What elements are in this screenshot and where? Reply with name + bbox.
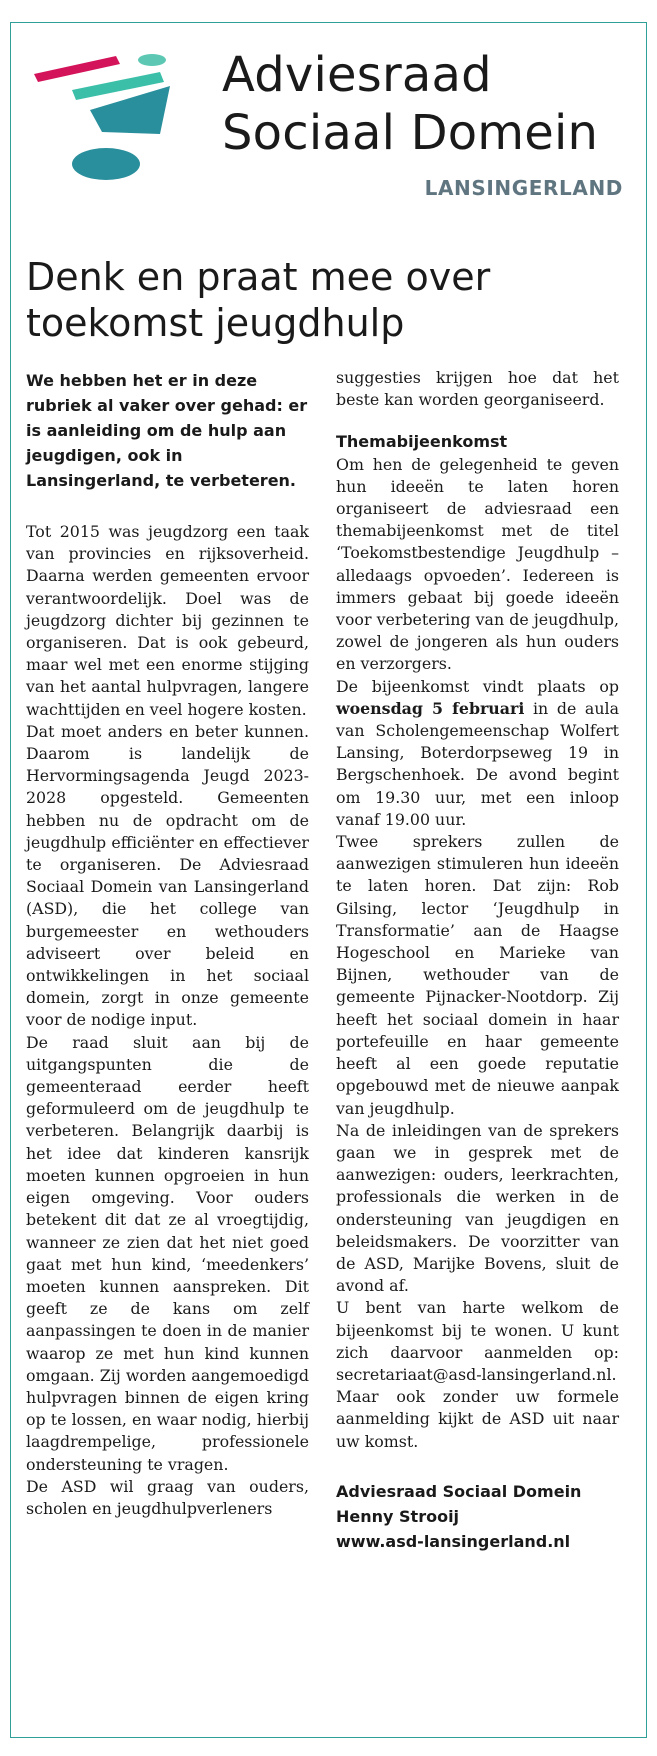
article-paragraph: Tot 2015 was jeugdzorg een taak van provincies en rijksoverheid. Daarna werden gemeenten ervoor verantwoordelijk. Doel was de jeugdzorg dichter bij gezinnen te organiseren. Dat is ook gebeurd, maar wel met een enorme stijging van het aantal hulpvragen, langere wachttijden en veel hogere kosten. xyxy=(26,522,309,719)
article-paragraph: Twee sprekers zullen de aanwezigen stimuleren hun ideeën te laten horen. Dat zijn: Rob Gilsing, lector ‘Jeugdhulp in Transformatie’ aan de Haagse Hogeschool en Marieke van Bijnen, wethouder van de gemeente Pijnacker-Nootdorp. Zij heeft het sociaal domein in haar portefeuille en haar gemeente heeft al een goede reputatie opgebouwd met de nieuwe aanpak van jeugdhulp. xyxy=(336,832,619,1118)
article-paragraph: Om hen de gelegenheid te geven hun ideeën te laten horen organiseert de adviesraad een themabijeenkomst met de titel ‘Toekomstbestendige Jeugdhulp – alledaags opvoeden’. Iedereen is immers gebaat bij goede ideeën voor verbetering van de jeugdhulp, zowel de jongeren als hun ouders en verzorgers. xyxy=(336,454,619,674)
asd-logo-icon xyxy=(32,52,202,182)
article-subheading: Themabijeenkomst xyxy=(336,432,508,452)
event-text-before: De bijeenkomst vindt plaats op xyxy=(336,676,619,696)
article-paragraph: Na de inleidingen van de sprekers gaan we in gesprek met de aanwezigen: ouders, leerkrachten, professionals die werken in de ondersteuning van jeugdigen en beleidsmakers. De voorzitter van de ASD, Marijke Bovens, sluit de avond af. xyxy=(336,1120,619,1296)
article-paragraph-event xyxy=(336,676,619,831)
organization-name xyxy=(222,46,632,162)
org-name-line1: Adviesraad xyxy=(222,47,492,103)
article-headline: Denk en praat mee over toekomst jeugdhulp xyxy=(26,255,491,345)
signature-url: www.asd-lansingerland.nl xyxy=(336,1531,571,1551)
organization-city: LANSINGERLAND xyxy=(424,176,623,200)
article-paragraph: De ASD wil graag van ouders, scholen en jeugdhulpverleners xyxy=(26,1476,309,1518)
article-column-right xyxy=(336,367,619,1554)
article-paragraph: De raad sluit aan bij de uitgangspunten die de gemeenteraad eerder heeft geformuleerd om de jeugdhulp te verbeteren. Belangrijk daarbij is het idee dat kinderen kansrijk moeten kunnen opgroeien in hun eigen omgeving. Voor ouders betekent dit dat ze al vroegtijdig, wanneer ze zien dat het niet goed gaat met hun kind, ‘meedenkers’ moeten kunnen aanspreken. Dit geeft ze de kans om zelf aanpassingen te doen in de manier waarop ze met hun kind kunnen omgaan. Zij worden aangemoedigd hulpvragen binnen de eigen kring op te lossen, en waar nodig, hierbij laagdrempelige, professionele ondersteuning te vragen. xyxy=(26,1032,309,1474)
article-lead: We hebben het er in deze rubriek al vaker over gehad: er is aanleiding om de hulp aan jeugdigen, ook in Lansingerland, te verbeteren. xyxy=(26,371,308,490)
article-signature xyxy=(336,1479,619,1554)
article-paragraph: U bent van harte welkom de bijeenkomst bij te wonen. U kunt zich daarvoor aanmelden op: secretariaat@asd-lansingerland.nl. Maar ook zonder uw formele aanmelding kijkt de ASD uit naar uw komst. xyxy=(336,1298,619,1451)
article-paragraph: Dat moet anders en beter kunnen. Daarom is landelijk de Hervormingsagenda Jeugd 2023-2028 opgesteld. Gemeenten hebben nu de opdracht om de jeugdhulp efficiënter en effectiever te organiseren. De Adviesraad Sociaal Domein van Lansingerland (ASD), die het college van burgemeester en wethouders adviseert over beleid en ontwikkelingen in het sociaal domein, zorgt in onze gemeente voor de nodige input. xyxy=(26,721,309,1030)
signature-organization: Adviesraad Sociaal Domein xyxy=(336,1481,582,1501)
article-column-left xyxy=(26,368,309,1520)
article-paragraph: suggesties krijgen hoe dat het beste kan worden georganiseerd. xyxy=(336,368,619,410)
event-text-after: in de aula van Scholengemeenschap Wolfert Lansing, Boterdorpseweg 19 in Bergschenhoek. De avond begint om 19.30 uur, met een inloop vanaf 19.00 uur. xyxy=(336,698,619,829)
org-name-line2: Sociaal Domein xyxy=(222,105,599,161)
signature-name: Henny Strooij xyxy=(336,1506,460,1526)
event-date: woensdag 5 februari xyxy=(336,698,525,718)
